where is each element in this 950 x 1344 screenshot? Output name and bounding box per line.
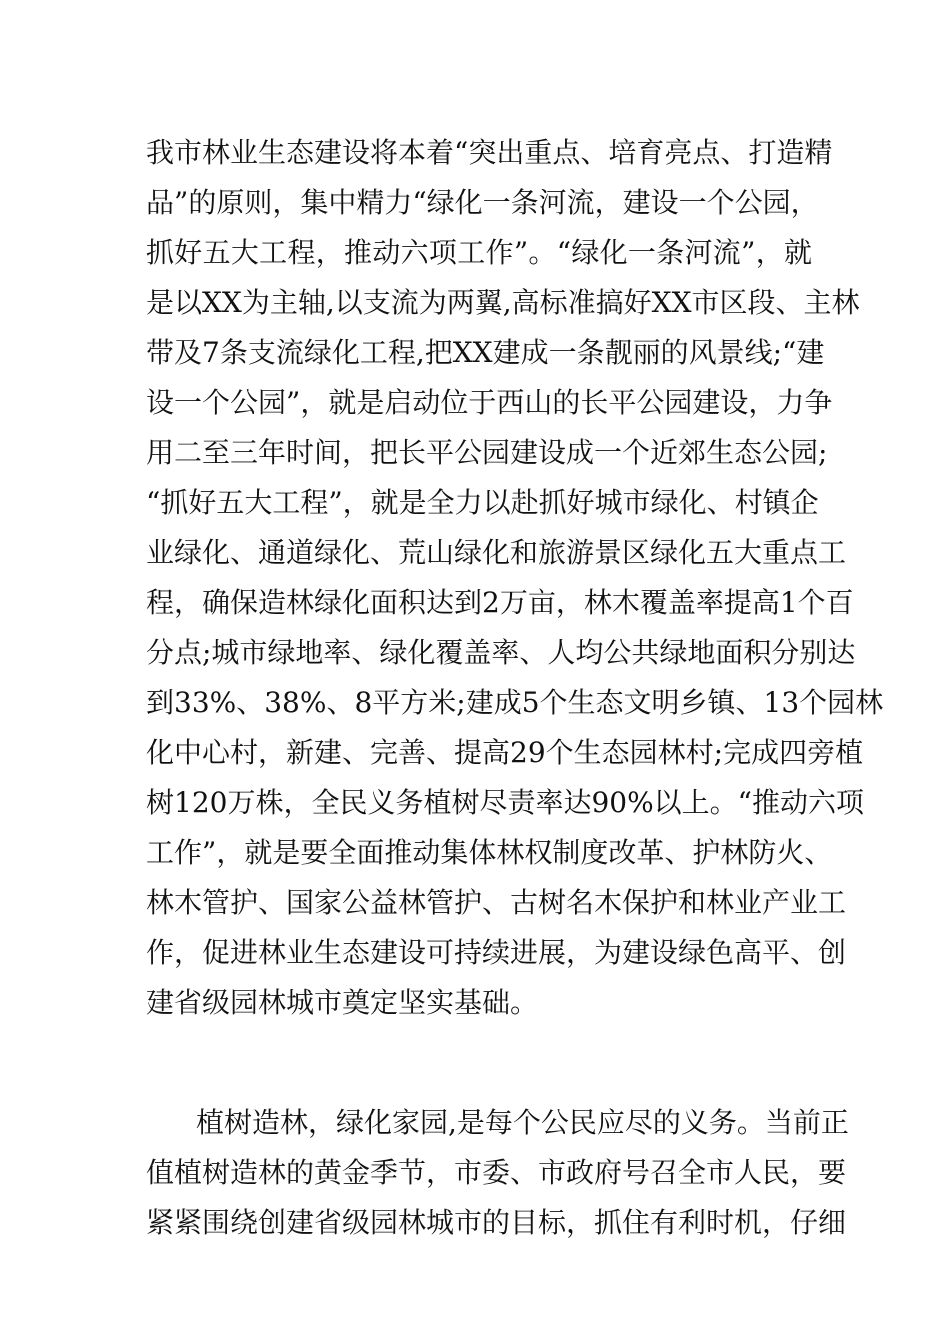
text-line: 抓好五大工程，推动六项工作”。“绿化一条河流”，就 (146, 236, 812, 269)
text-line: 化中心村，新建、完善、提高29个生态园林村;完成四旁植 (146, 736, 864, 769)
text-line: “抓好五大工程”，就是全力以赴抓好城市绿化、村镇企 (146, 486, 819, 519)
text-line: 作，促进林业生态建设可持续进展，为建设绿色高平、创 (146, 936, 847, 969)
text-line: 树120万株，全民义务植树尽责率达90%以上。“推动六项 (146, 786, 864, 819)
text-line: 植树造林，绿化家园,是每个公民应尽的义务。当前正 (196, 1106, 849, 1139)
text-line: 到33%、38%、8平方米;建成5个生态文明乡镇、13个园林 (146, 686, 884, 719)
text-line: 建省级园林城市奠定坚实基础。 (146, 986, 539, 1019)
text-line: 程，确保造林绿化面积达到2万亩，林木覆盖率提高1个百 (146, 586, 854, 619)
text-line: 品”的原则，集中精力“绿化一条河流，建设一个公园， (146, 186, 819, 219)
text-line: 用二至三年时间，把长平公园建设成一个近郊生态公园; (146, 436, 828, 469)
text-line: 紧紧围绕创建省级园林城市的目标，抓住有利时机，仔细 (146, 1206, 847, 1239)
text-line: 带及7条支流绿化工程,把XX建成一条靓丽的风景线;“建 (146, 336, 825, 369)
text-line: 工作”，就是要全面推动集体林权制度改革、护林防火、 (146, 836, 833, 869)
text-line: 林木管护、国家公益林管护、古树名木保护和林业产业工 (146, 886, 847, 919)
text-line: 我市林业生态建设将本着“突出重点、培育亮点、打造精 (146, 136, 833, 169)
text-line: 是以XX为主轴,以支流为两翼,高标准搞好XX市区段、主林 (146, 286, 860, 319)
text-line: 业绿化、通道绿化、荒山绿化和旅游景区绿化五大重点工 (146, 536, 847, 569)
text-line: 分点;城市绿地率、绿化覆盖率、人均公共绿地面积分别达 (146, 636, 856, 669)
text-line: 设一个公园”，就是启动位于西山的长平公园建设，力争 (146, 386, 833, 419)
text-line: 值植树造林的黄金季节，市委、市政府号召全市人民，要 (146, 1156, 847, 1189)
